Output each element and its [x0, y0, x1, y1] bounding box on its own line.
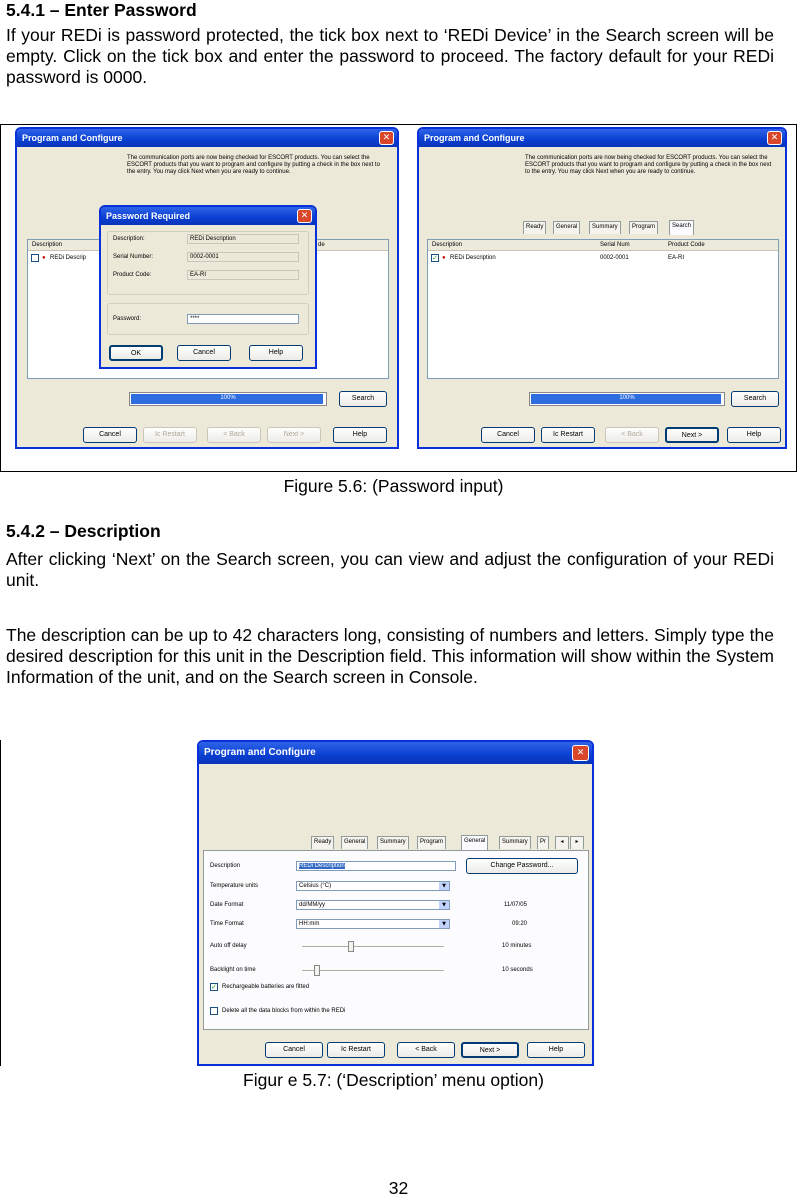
search-button[interactable]: Search	[339, 391, 387, 407]
tab-ready[interactable]: Ready	[311, 836, 334, 849]
col-description: Description	[432, 242, 463, 248]
label-description: Description	[210, 863, 241, 869]
next-button[interactable]: Next >	[665, 427, 719, 443]
change-password-button[interactable]: Change Password...	[466, 858, 578, 874]
backlight-value: 10 seconds	[502, 967, 533, 973]
label-description: Description:	[113, 236, 145, 242]
section-heading-description: 5.4.2 – Description	[6, 521, 161, 541]
intro-text: The communication ports are now being checked for ESCORT products. You can select the ESCORT products that you want to program and configure by putting a check in the box next to the entry. You may click Next when you are ready to continue.	[525, 155, 772, 175]
intro-text: The communication ports are now being checked for ESCORT products. You can select the ESCORT products that you want to program and configure by putting a check in the box next to the entry. You may click Next when you are ready to continue.	[127, 155, 380, 175]
program-configure-window-left	[15, 127, 399, 449]
back-button[interactable]: < Back	[207, 427, 261, 443]
date-format-select[interactable]	[296, 900, 450, 910]
program-configure-window-right	[417, 127, 787, 449]
tab-program[interactable]: Program	[629, 221, 658, 234]
time-format-value: HH:mm	[299, 921, 320, 927]
rechargeable-checkbox[interactable]: ✓	[211, 983, 217, 991]
enter-password-paragraph: If your REDi is password protected, the tick box next to ‘REDi Device’ in the Search screen will be empty. Click on the tick box and enter the password to proceed. The factory default for your REDi password is 0000.	[6, 25, 774, 87]
restart-button[interactable]: Ic Restart	[541, 427, 595, 443]
time-format-select[interactable]	[296, 919, 450, 929]
close-icon[interactable]: ✕	[767, 131, 782, 145]
tab-program-truncated[interactable]: Pr	[537, 836, 549, 849]
device-row-description: REDi Descrip	[50, 255, 87, 261]
label-product-code: Product Code:	[113, 272, 152, 278]
page-number: 32	[388, 1178, 409, 1194]
dialog-cancel-button[interactable]: Cancel	[177, 345, 231, 361]
figure-5-6	[0, 124, 797, 472]
col-product-code: Product Code	[668, 242, 705, 248]
serial-value: 0002-0001	[187, 252, 299, 262]
label-serial: Serial Number:	[113, 254, 154, 260]
restart-button[interactable]: Ic Restart	[143, 427, 197, 443]
cancel-button[interactable]: Cancel	[83, 427, 137, 443]
password-input[interactable]: ****	[187, 314, 299, 324]
tab-search[interactable]: Search	[669, 220, 694, 235]
label-password: Password:	[113, 316, 142, 322]
tab-general[interactable]: General	[341, 836, 368, 849]
back-button[interactable]: < Back	[397, 1042, 455, 1058]
tab-summary-2[interactable]: Summary	[499, 836, 531, 849]
backlight-slider[interactable]	[302, 970, 444, 972]
tab-scroll-left-icon[interactable]: ◂	[555, 836, 569, 849]
close-icon[interactable]: ✕	[297, 209, 312, 223]
label-temperature-units: Temperature units	[210, 883, 259, 889]
figure-5-7-caption: Figur e 5.7: (‘Description’ menu option)	[243, 1070, 544, 1090]
cancel-button[interactable]: Cancel	[481, 427, 535, 443]
current-time: 09:20	[512, 921, 528, 927]
temperature-units-value: Celsius (°C)	[299, 883, 332, 889]
delete-data-checkbox[interactable]	[210, 1007, 218, 1015]
tab-ready[interactable]: Ready	[523, 221, 546, 234]
close-icon[interactable]: ✕	[572, 745, 589, 761]
figure-5-6-caption: Figure 5.6: (Password input)	[283, 476, 504, 496]
progress-percent: 100%	[619, 395, 635, 401]
product-code-value: EA-RI	[187, 270, 299, 280]
tab-program[interactable]: Program	[417, 836, 446, 849]
date-format-value: dd/MM/yy	[299, 902, 326, 908]
auto-off-value: 10 minutes	[502, 943, 532, 949]
col-code: de	[318, 242, 325, 248]
label-backlight-on-time: Backlight on time	[210, 967, 256, 973]
row-description: REDi Description	[450, 255, 496, 261]
back-button[interactable]: < Back	[605, 427, 659, 443]
description-value: REDi Description	[299, 863, 345, 869]
password-required-dialog	[99, 205, 317, 369]
program-configure-window-general	[197, 740, 594, 1066]
progress-bar	[529, 392, 725, 406]
ok-button[interactable]: OK	[109, 345, 163, 361]
description-value: REDi Description	[187, 234, 299, 244]
auto-off-slider[interactable]	[302, 946, 444, 948]
slider-thumb[interactable]	[348, 941, 354, 952]
next-button[interactable]: Next >	[461, 1042, 519, 1058]
tab-strip	[311, 836, 591, 850]
description-paragraph-1: After clicking ‘Next’ on the Search screen, you can view and adjust the configuration of your REDi unit.	[6, 549, 774, 590]
general-tab-panel	[203, 850, 589, 1030]
delete-data-label: Delete all the data blocks from within the REDi	[222, 1008, 346, 1014]
tab-general-active[interactable]: General	[461, 835, 488, 850]
restart-button[interactable]: Ic Restart	[327, 1042, 385, 1058]
col-description: Description	[32, 242, 63, 248]
help-button[interactable]: Help	[333, 427, 387, 443]
row-code: EA-RI	[668, 255, 685, 261]
dialog-title: Password Required	[101, 207, 315, 225]
rechargeable-label: Rechargeable batteries are fitted	[222, 984, 310, 990]
margin-rule	[0, 740, 1, 1066]
description-input[interactable]	[296, 861, 456, 871]
device-checkbox[interactable]	[31, 254, 39, 262]
device-list[interactable]	[427, 239, 779, 379]
slider-thumb[interactable]	[314, 965, 320, 976]
label-date-format: Date Format	[210, 902, 244, 908]
row-serial: 0002-0001	[600, 255, 629, 261]
cancel-button[interactable]: Cancel	[265, 1042, 323, 1058]
tab-general[interactable]: General	[553, 221, 580, 234]
tab-strip	[523, 221, 713, 235]
label-time-format: Time Format	[210, 921, 244, 927]
search-button[interactable]: Search	[731, 391, 779, 407]
dialog-help-button[interactable]: Help	[249, 345, 303, 361]
device-checkbox[interactable]: ✓	[432, 254, 438, 262]
chevron-down-icon[interactable]: ▼	[439, 882, 449, 890]
label-auto-off-delay: Auto off delay	[210, 943, 247, 949]
help-button[interactable]: Help	[727, 427, 781, 443]
col-serial: Serial Num	[600, 242, 630, 248]
chevron-down-icon[interactable]: ▼	[439, 920, 449, 928]
section-heading-enter-password: 5.4.1 – Enter Password	[6, 0, 197, 20]
device-icon: ●	[42, 255, 46, 261]
tab-summary[interactable]: Summary	[377, 836, 409, 849]
current-date: 11/07/05	[504, 902, 527, 908]
tab-scroll-right-icon[interactable]: ▸	[570, 836, 584, 849]
progress-percent: 100%	[220, 395, 236, 401]
temperature-units-select[interactable]	[296, 881, 450, 891]
window-title: Program and Configure	[199, 742, 592, 764]
chevron-down-icon[interactable]: ▼	[439, 901, 449, 909]
tab-summary[interactable]: Summary	[589, 221, 621, 234]
progress-bar	[129, 392, 327, 406]
next-button[interactable]: Next >	[267, 427, 321, 443]
window-title: Program and Configure	[17, 129, 397, 147]
description-paragraph-2: The description can be up to 42 characters long, consisting of numbers and letters. Simply type the desired description for this unit in the Description field. This information will show within the System Information of the unit, and on the Search screen in Console.	[6, 625, 774, 687]
close-icon[interactable]: ✕	[379, 131, 394, 145]
help-button[interactable]: Help	[527, 1042, 585, 1058]
device-icon: ●	[442, 255, 446, 261]
window-title: Program and Configure	[419, 129, 785, 147]
